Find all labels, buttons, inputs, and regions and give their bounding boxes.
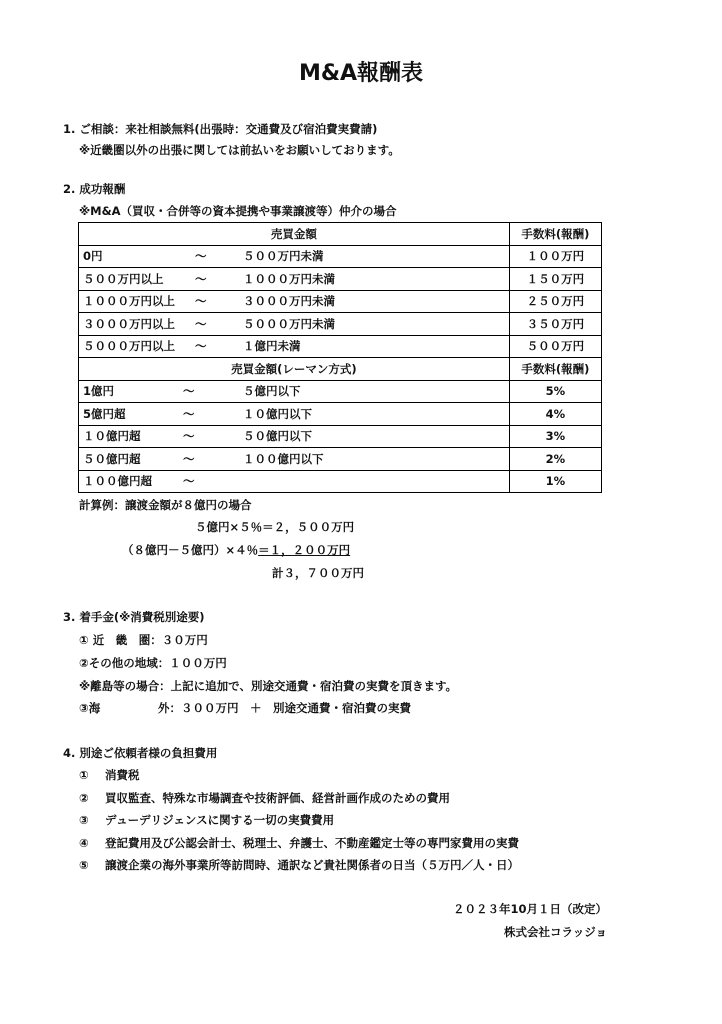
range-tilde: ～ — [195, 271, 207, 286]
fee-value: ３５０万円 — [509, 313, 601, 336]
table-row — [79, 380, 602, 403]
range-to: ５億円以下 — [243, 384, 301, 399]
range-from: 5億円超 — [83, 406, 126, 421]
fee-rate: 3% — [509, 425, 601, 448]
table-row — [79, 245, 602, 268]
item-number: ③ — [79, 813, 89, 827]
range-to: １億円未満 — [243, 339, 301, 354]
table-row — [79, 268, 602, 291]
range-tilde: ～ — [183, 429, 195, 444]
list-item — [79, 835, 519, 851]
retainer-overseas-label: ③海 — [79, 701, 101, 715]
calc-line-1: ５億円×５％＝２，５００万円 — [195, 520, 355, 534]
calc-line-2-result: ＝１，２００万円 — [258, 543, 351, 557]
client-costs-heading: 4. 別途ご依頼者様の負担費用 — [63, 746, 218, 760]
fee-table — [78, 222, 602, 493]
consultation-line: 1. ご相談：来社相談無料(出張時：交通費及び宿泊費実費請) — [63, 122, 378, 136]
item-text: 登記費用及び公認会計士、税理士、弁護士、不動産鑑定士等の専門家費用の実費 — [105, 836, 519, 850]
list-item — [79, 812, 334, 828]
fee-value: ２５０万円 — [509, 290, 601, 313]
calc-total: 計３，７００万円 — [272, 566, 364, 580]
item-text: 買収監査、特殊な市場調査や技術評価、経営計画作成のための費用 — [105, 791, 450, 805]
table2-header-row — [79, 358, 602, 381]
retainer-overseas: 外：３００万円 ＋ 別途交通費・宿泊費の実費 — [158, 701, 411, 715]
fee-value: １５０万円 — [509, 268, 601, 291]
range-tilde: ～ — [195, 294, 207, 309]
table-row — [79, 448, 602, 471]
list-item — [79, 767, 140, 783]
calc-line-2 — [122, 542, 350, 558]
calc-line-2-formula: （８億円－５億円）×４％ — [122, 543, 259, 557]
item-number: ⑤ — [79, 858, 89, 872]
table-row — [79, 313, 602, 336]
item-number: ② — [79, 791, 89, 805]
range-from: ５０億円超 — [83, 451, 141, 466]
table1-header-row — [79, 223, 602, 246]
fee-rate: 2% — [509, 448, 601, 471]
table-row — [79, 425, 602, 448]
item-number: ④ — [79, 836, 89, 850]
range-from: ３０００万円以上 — [83, 316, 175, 331]
range-to: ５００万円未満 — [243, 249, 324, 264]
table-row — [79, 335, 602, 358]
range-to: １０億円以下 — [243, 406, 312, 421]
range-to: ３０００万円未満 — [243, 294, 335, 309]
range-from: １００億円超 — [83, 474, 152, 489]
table-row — [79, 290, 602, 313]
range-tilde: ～ — [195, 249, 207, 264]
range-tilde: ～ — [183, 406, 195, 421]
range-to: １０００万円未満 — [243, 271, 335, 286]
success-fee-subheading: ※M&A（買収・合併等の資本提携や事業譲渡等）仲介の場合 — [79, 204, 397, 218]
range-tilde: ～ — [195, 316, 207, 331]
revision-date: ２０２３年10月１日（改定） — [452, 902, 607, 916]
retainer-heading: 3. 着手金(※消費税別途要) — [63, 610, 205, 624]
item-text: 譲渡企業の海外事業所等訪問時、通訳など貴社関係者の日当（５万円／人・日） — [105, 858, 519, 872]
range-tilde: ～ — [183, 384, 195, 399]
fee-rate: 1% — [509, 470, 601, 493]
retainer-island-note: ※離島等の場合：上記に追加で、別途交通費・宿泊費の実費を頂きます。 — [79, 679, 458, 693]
consultation-note: ※近畿圏以外の出張に関しては前払いをお願いしております。 — [79, 143, 400, 157]
range-tilde: ～ — [195, 339, 207, 354]
table2-fee-header: 手数料(報酬) — [509, 358, 601, 381]
range-to: ５０億円以下 — [243, 429, 312, 444]
company-name: 株式会社コラッジョ — [503, 925, 607, 939]
retainer-kinki: ① 近 畿 圏：３０万円 — [79, 633, 208, 647]
range-tilde: ～ — [183, 474, 195, 489]
calc-example-label: 計算例：譲渡金額が８億円の場合 — [79, 498, 252, 512]
range-from: １０００万円以上 — [83, 294, 175, 309]
fee-rate: 4% — [509, 403, 601, 426]
table1-fee-header: 手数料(報酬) — [509, 223, 601, 246]
item-text: デューデリジェンスに関する一切の実費費用 — [105, 813, 335, 827]
list-item — [79, 790, 450, 806]
range-to: ５０００万円未満 — [243, 316, 335, 331]
retainer-other: ②その他の地域：１００万円 — [79, 656, 227, 670]
range-from: １０億円超 — [83, 429, 141, 444]
range-from: 1億円 — [83, 384, 115, 399]
range-tilde: ～ — [183, 451, 195, 466]
item-number: ① — [79, 768, 89, 782]
range-from: ５０００万円以上 — [83, 339, 175, 354]
page-title: M&A報酬表 — [298, 61, 424, 86]
item-text: 消費税 — [105, 768, 140, 782]
range-from: ５００万円以上 — [83, 271, 164, 286]
success-fee-heading: 2. 成功報酬 — [63, 182, 126, 196]
fee-value: １００万円 — [509, 245, 601, 268]
fee-value: ５００万円 — [509, 335, 601, 358]
list-item — [79, 857, 519, 873]
table1-amount-header: 売買金額 — [79, 223, 510, 246]
table2-amount-header: 売買金額(レーマン方式) — [79, 358, 510, 381]
fee-rate: 5% — [509, 380, 601, 403]
table-row — [79, 403, 602, 426]
range-from: 0円 — [83, 249, 103, 264]
table-row — [79, 470, 602, 493]
range-to: １００億円以下 — [243, 451, 324, 466]
